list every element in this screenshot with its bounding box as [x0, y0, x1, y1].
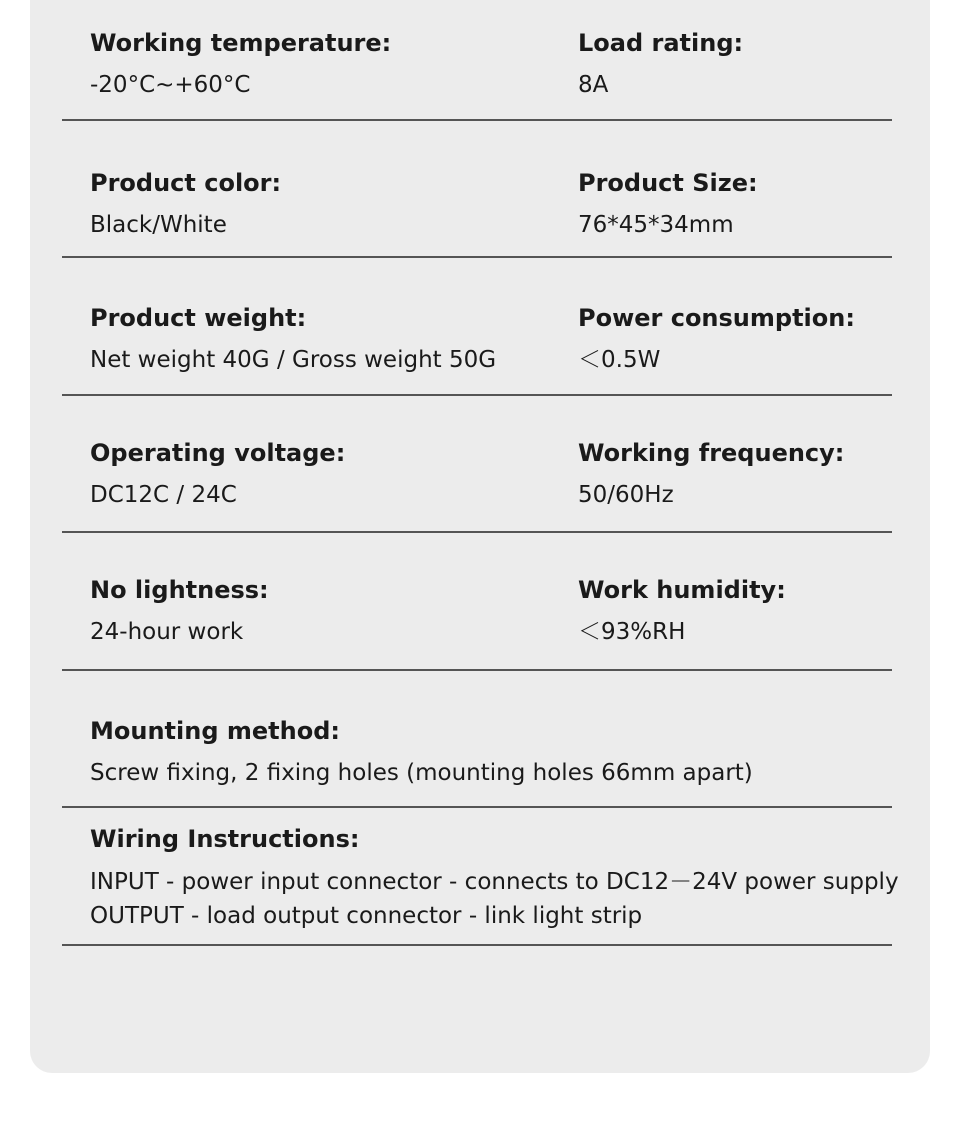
- wiring-row: [62, 824, 899, 946]
- spec-label: No lightness:: [90, 576, 269, 604]
- spec-label: Working frequency:: [578, 439, 845, 467]
- spec-cell: [90, 824, 899, 933]
- mounting-row: [62, 716, 892, 808]
- spec-row: [62, 28, 892, 121]
- spec-label: Load rating:: [578, 29, 744, 57]
- spec-value: 50/60Hz: [578, 482, 674, 508]
- spec-cell: [90, 438, 345, 510]
- spec-value: 24-hour work: [90, 619, 244, 645]
- spec-value: DC12C / 24C: [90, 482, 237, 508]
- spec-row: [62, 438, 892, 533]
- spec-label: Work humidity:: [578, 576, 786, 604]
- spec-cell: [90, 575, 269, 647]
- spec-label: Power consumption:: [578, 304, 855, 332]
- spec-label: Product weight:: [90, 304, 307, 332]
- spec-cell: [578, 303, 855, 375]
- spec-label: Operating voltage:: [90, 439, 346, 467]
- spec-value: Black/White: [90, 212, 227, 238]
- spec-cell: [578, 438, 844, 510]
- spec-cell: [90, 716, 753, 788]
- spec-value: 76*45*34mm: [578, 212, 734, 238]
- spec-row: [62, 168, 892, 258]
- spec-row: [62, 303, 892, 396]
- spec-value: ＜93%RH: [578, 619, 686, 645]
- spec-cell: [578, 28, 743, 100]
- spec-cell: [578, 575, 786, 647]
- spec-value: -20°C~+60°C: [90, 72, 251, 98]
- spec-value: 8A: [578, 72, 609, 98]
- spec-row: [62, 575, 892, 671]
- spec-value: Net weight 40G / Gross weight 50G: [90, 347, 497, 373]
- spec-cell: [90, 168, 281, 240]
- wiring-line: INPUT - power input connector - connects to DC12－24V power supply: [90, 869, 899, 895]
- wiring-line: OUTPUT - load output connector - link light strip: [90, 903, 643, 929]
- spec-cell: [578, 168, 758, 240]
- wiring-label: Wiring Instructions:: [90, 825, 360, 853]
- spec-cell: [90, 28, 391, 100]
- spec-cell: [90, 303, 496, 375]
- wiring-value: [90, 865, 899, 933]
- mounting-label: Mounting method:: [90, 717, 340, 745]
- mounting-value: Screw fixing, 2 fixing holes (mounting holes 66mm apart): [90, 760, 753, 786]
- spec-value: ＜0.5W: [578, 347, 661, 373]
- spec-label: Product color:: [90, 169, 282, 197]
- spec-label: Product Size:: [578, 169, 758, 197]
- spec-label: Working temperature:: [90, 29, 392, 57]
